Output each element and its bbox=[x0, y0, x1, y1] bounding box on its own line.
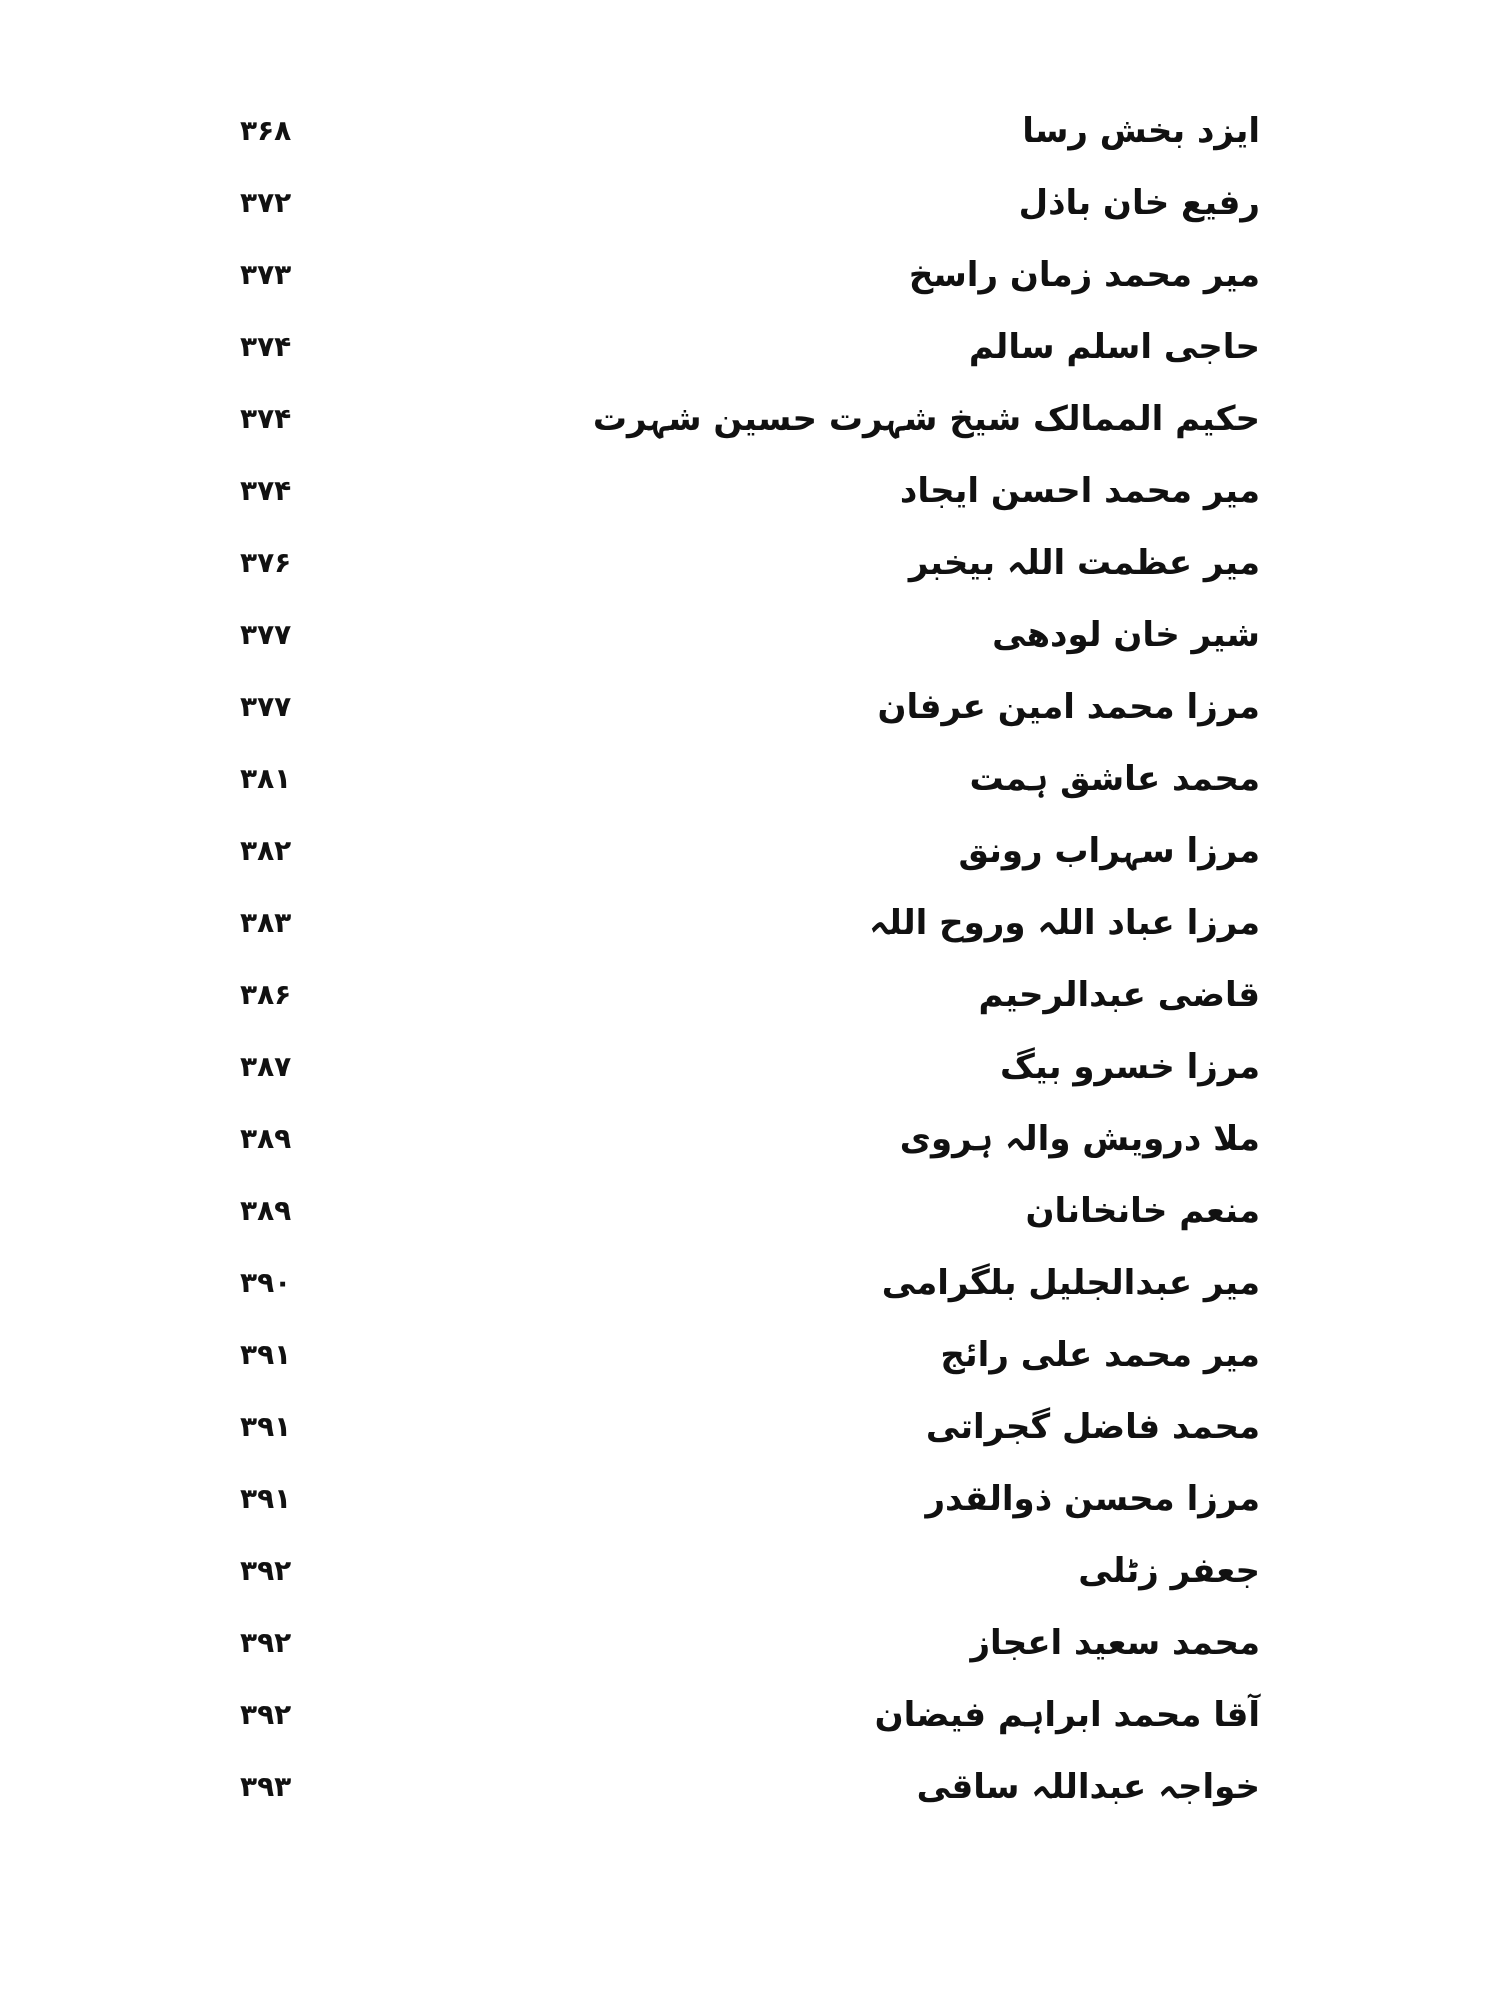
entry-name: مرزا عباد اللہ وروح اللہ bbox=[869, 903, 1260, 943]
entry-page-number: ۳۸۶ bbox=[240, 978, 292, 1011]
toc-entry bbox=[240, 172, 1260, 244]
toc-entry bbox=[240, 532, 1260, 604]
entry-name: محمد سعید اعجاز bbox=[970, 1623, 1260, 1663]
entry-page-number: ۳۸۹ bbox=[240, 1122, 292, 1155]
entry-name: مرزا محسن ذوالقدر bbox=[925, 1479, 1260, 1519]
entry-name: میر عبدالجلیل بلگرامی bbox=[881, 1263, 1260, 1303]
entry-page-number: ۳۶۸ bbox=[240, 114, 292, 147]
toc-entry bbox=[240, 316, 1260, 388]
entry-name: شیر خان لودھی bbox=[992, 615, 1260, 655]
toc-entry bbox=[240, 1396, 1260, 1468]
entry-name: مرزا محمد امین عرفان bbox=[877, 687, 1260, 727]
entry-page-number: ۳۷۷ bbox=[240, 690, 292, 723]
entry-page-number: ۳۷۴ bbox=[240, 330, 292, 363]
entry-name: آقا محمد ابراہم فیضان bbox=[874, 1695, 1260, 1735]
entry-name: میر محمد علی رائج bbox=[940, 1335, 1260, 1375]
toc-entry bbox=[240, 748, 1260, 820]
toc-entry bbox=[240, 1252, 1260, 1324]
entry-name: حاجی اسلم سالم bbox=[968, 327, 1260, 367]
toc-entry bbox=[240, 1180, 1260, 1252]
entry-name: میر محمد احسن ایجاد bbox=[899, 471, 1260, 511]
toc-entry bbox=[240, 100, 1260, 172]
toc-entry bbox=[240, 892, 1260, 964]
entry-page-number: ۳۹۱ bbox=[240, 1338, 292, 1371]
entry-page-number: ۳۷۴ bbox=[240, 474, 292, 507]
entry-page-number: ۳۸۳ bbox=[240, 906, 292, 939]
entry-page-number: ۳۹۲ bbox=[240, 1698, 292, 1731]
entry-name: جعفر زٹلی bbox=[1078, 1551, 1260, 1591]
toc-entry bbox=[240, 604, 1260, 676]
entry-page-number: ۳۹۲ bbox=[240, 1554, 292, 1587]
toc-entry bbox=[240, 244, 1260, 316]
entry-page-number: ۳۹۱ bbox=[240, 1482, 292, 1515]
toc-entry bbox=[240, 964, 1260, 1036]
entry-name: مرزا خسرو بیگ bbox=[1000, 1047, 1260, 1087]
entry-page-number: ۳۸۹ bbox=[240, 1194, 292, 1227]
toc-entry bbox=[240, 676, 1260, 748]
entry-page-number: ۳۹۱ bbox=[240, 1410, 292, 1443]
toc-entry bbox=[240, 1324, 1260, 1396]
toc-entry bbox=[240, 1540, 1260, 1612]
entry-page-number: ۳۷۴ bbox=[240, 402, 292, 435]
entry-page-number: ۳۹۰ bbox=[240, 1266, 292, 1299]
entry-page-number: ۳۸۲ bbox=[240, 834, 292, 867]
entry-page-number: ۳۷۷ bbox=[240, 618, 292, 651]
entry-name: میر عظمت اللہ بیخبر bbox=[908, 543, 1260, 583]
entry-page-number: ۳۸۷ bbox=[240, 1050, 292, 1083]
entry-name: محمد عاشق ہمت bbox=[969, 759, 1260, 799]
toc-entry bbox=[240, 1036, 1260, 1108]
toc-entry bbox=[240, 1468, 1260, 1540]
toc-entry bbox=[240, 1684, 1260, 1756]
toc-entry bbox=[240, 1108, 1260, 1180]
toc-entry bbox=[240, 1756, 1260, 1828]
entry-name: ملا درویش والہ ہروی bbox=[899, 1119, 1260, 1159]
entry-page-number: ۳۹۳ bbox=[240, 1770, 292, 1803]
entry-name: منعم خانخانان bbox=[1025, 1191, 1260, 1231]
table-of-contents bbox=[240, 100, 1260, 1828]
entry-page-number: ۳۸۱ bbox=[240, 762, 292, 795]
toc-entry bbox=[240, 1612, 1260, 1684]
entry-name: ایزد بخش رسا bbox=[1022, 111, 1260, 151]
entry-name: قاضی عبدالرحیم bbox=[978, 975, 1260, 1015]
entry-name: مرزا سہراب رونق bbox=[958, 831, 1260, 871]
entry-name: حکیم الممالک شیخ شہرت حسین شہرت bbox=[592, 399, 1260, 439]
entry-name: رفیع خان باذل bbox=[1018, 183, 1260, 223]
entry-name: میر محمد زمان راسخ bbox=[908, 255, 1260, 295]
entry-name: خواجہ عبداللہ ساقی bbox=[916, 1767, 1260, 1807]
entry-page-number: ۳۷۲ bbox=[240, 186, 292, 219]
toc-entry bbox=[240, 388, 1260, 460]
entry-name: محمد فاضل گجراتی bbox=[925, 1407, 1260, 1447]
toc-entry bbox=[240, 460, 1260, 532]
entry-page-number: ۳۷۳ bbox=[240, 258, 292, 291]
toc-entry bbox=[240, 820, 1260, 892]
entry-page-number: ۳۹۲ bbox=[240, 1626, 292, 1659]
entry-page-number: ۳۷۶ bbox=[240, 546, 292, 579]
